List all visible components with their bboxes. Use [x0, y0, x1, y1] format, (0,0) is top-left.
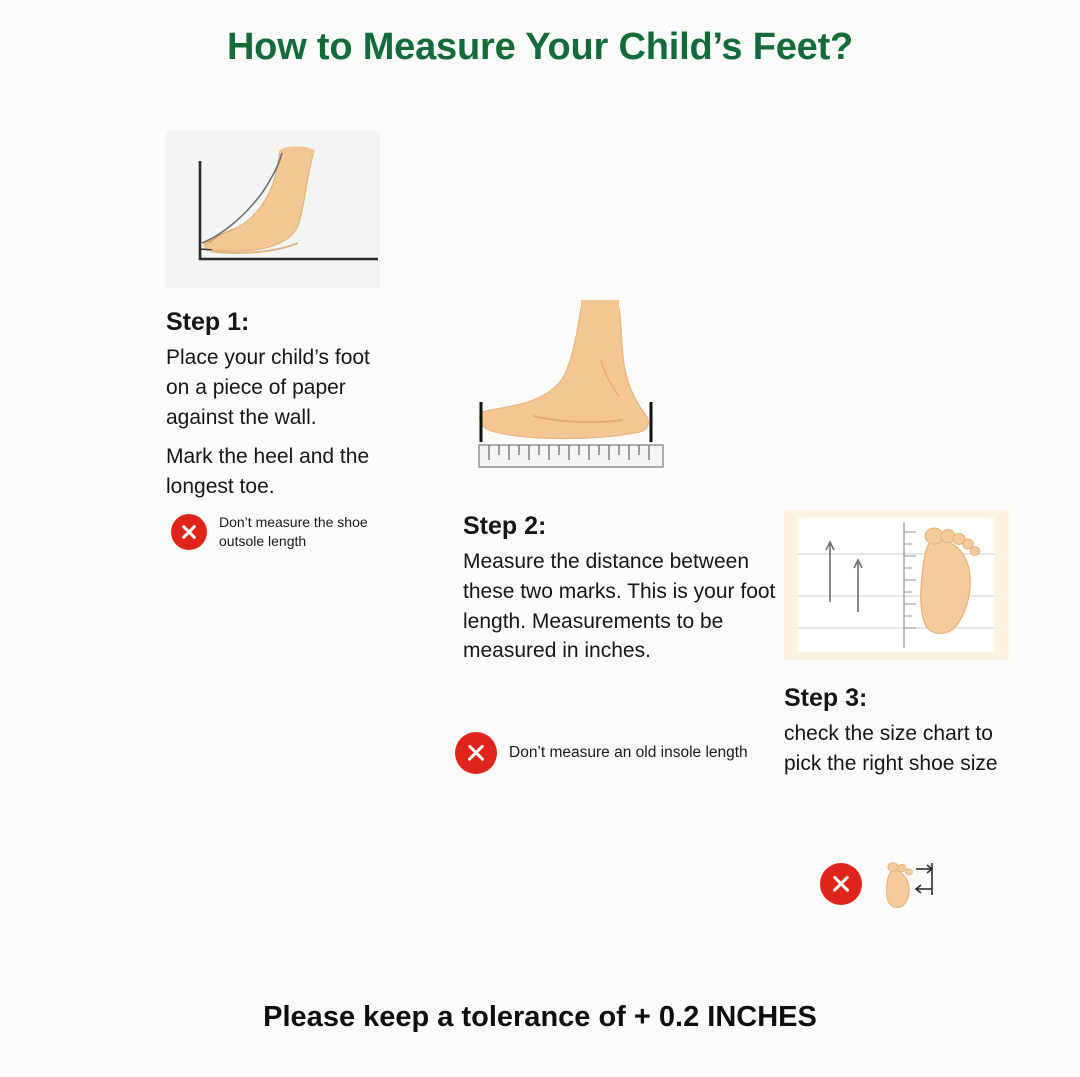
step-2-body: [463, 547, 783, 666]
step-3-text: [784, 684, 1024, 779]
step-3-line-1: check the size chart to pick the right shoe size: [784, 722, 998, 775]
foot-on-size-chart-illustration: [784, 510, 1009, 660]
step-1-body: [166, 343, 396, 502]
tolerance-note: Please keep a tolerance of + 0.2 INCHES: [263, 1001, 817, 1033]
step-3-heading: Step 3:: [784, 684, 868, 712]
step-1-warning-text: Don’t measure the shoe outsole length: [219, 514, 368, 549]
step-1-text: [166, 308, 396, 502]
step-3-warning: [820, 857, 940, 911]
step-1-line-1: Place your child’s foot on a piece of paper against the wall.: [166, 346, 370, 429]
close-icon: [455, 732, 497, 774]
step-2-line-1: Measure the distance between these two marks. This is your foot length. Measurements to be measured in inches.: [463, 550, 776, 663]
step-3-body: [784, 719, 1024, 779]
step-1-heading: Step 1:: [166, 308, 250, 336]
page-title: How to Measure Your Child’s Feet?: [226, 26, 854, 68]
foot-width-measure-icon: [876, 857, 940, 911]
foot-against-wall-illustration: [166, 131, 380, 288]
step-2-heading: Step 2:: [463, 512, 547, 540]
close-icon: [171, 514, 207, 550]
step-3-block: [784, 510, 1024, 779]
step-1-line-2: Mark the heel and the longest toe.: [166, 445, 370, 499]
step-2-warning: [455, 732, 755, 774]
step-2-block: [463, 300, 783, 761]
step-1-block: [166, 131, 396, 549]
close-icon: [820, 863, 862, 905]
step-2-text: [463, 512, 783, 666]
foot-on-ruler-illustration: [473, 300, 693, 480]
step-1-warning: [171, 513, 401, 551]
step-2-warning-text: Don’t measure an old insole length: [509, 743, 748, 761]
